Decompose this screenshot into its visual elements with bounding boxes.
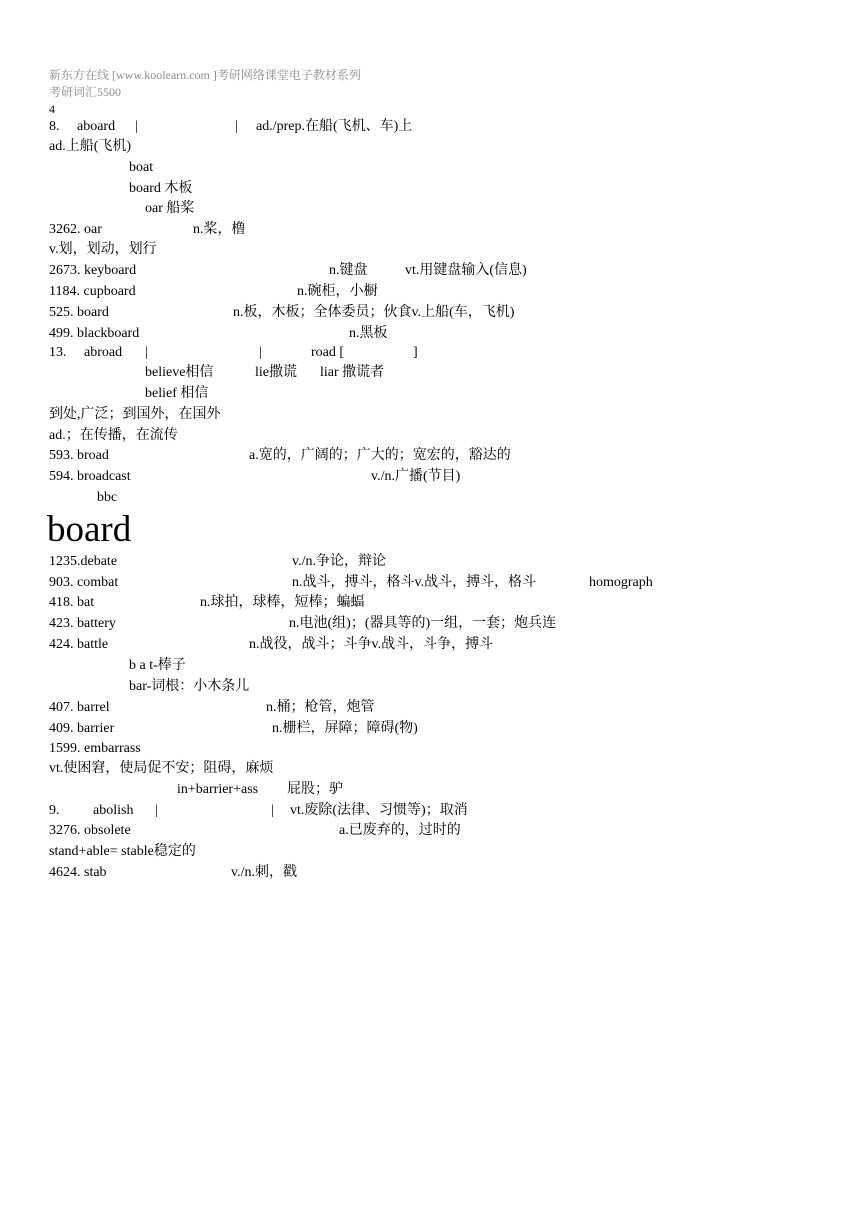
entry-number: 9. bbox=[49, 803, 60, 818]
large-heading-word: board bbox=[47, 509, 132, 550]
entry-definition: ad.上船(飞机) bbox=[49, 139, 132, 154]
entry-headword: 1599. embarrass bbox=[49, 741, 141, 756]
study-note: 屁股；驴 bbox=[287, 782, 343, 797]
phonetic-separator: | bbox=[235, 119, 238, 134]
entry-headword: 3262. oar bbox=[49, 222, 102, 237]
phonetic-separator: | bbox=[135, 119, 138, 134]
entry-definition: n.桶；枪管，炮管 bbox=[266, 700, 375, 715]
entry-definition: a.宽的，广阔的；广大的；宽宏的，豁达的 bbox=[249, 448, 511, 463]
entry-definition: vt.使困窘，使局促不安；阻碍，麻烦 bbox=[49, 761, 274, 776]
entry-definition: n.战斗，搏斗，格斗v.战斗，搏斗，格斗 bbox=[292, 575, 537, 590]
page-number: 4 bbox=[49, 102, 55, 116]
study-note: road [ bbox=[311, 345, 345, 360]
study-note: believe相信 bbox=[145, 365, 214, 380]
study-note: ] bbox=[413, 345, 418, 360]
entry-headword: 903. combat bbox=[49, 575, 119, 590]
study-note: belief 相信 bbox=[145, 386, 209, 401]
entry-headword: 423. battery bbox=[49, 616, 116, 631]
entry-definition: v./n.刺，戳 bbox=[231, 865, 297, 880]
phonetic-separator: | bbox=[271, 803, 274, 818]
study-note: boat bbox=[129, 160, 154, 175]
study-note: board 木板 bbox=[129, 181, 193, 196]
entry-headword: 594. broadcast bbox=[49, 469, 131, 484]
study-note: stand+able= stable稳定的 bbox=[49, 844, 196, 859]
study-note: b a t-棒子 bbox=[129, 658, 186, 673]
study-note: liar 撒谎者 bbox=[320, 365, 385, 380]
entry-definition: n.碗柜，小橱 bbox=[297, 284, 378, 299]
entry-number: 13. bbox=[49, 345, 67, 360]
phonetic-separator: | bbox=[155, 803, 158, 818]
entry-headword: 525. board bbox=[49, 305, 109, 320]
entry-definition: n.板，木板；全体委员；伙食v.上船(车，飞机) bbox=[233, 305, 515, 320]
study-note: homograph bbox=[589, 575, 653, 590]
entry-definition: n.黑板 bbox=[349, 326, 388, 341]
study-note: oar 船桨 bbox=[145, 201, 195, 216]
entry-headword: 418. bat bbox=[49, 595, 95, 610]
page-header-title: 新东方在线 [www.koolearn.com ]考研网络课堂电子教材系列 bbox=[49, 68, 361, 82]
entry-definition: ad.；在传播，在流传 bbox=[49, 428, 178, 443]
entry-definition: n.桨，橹 bbox=[193, 222, 246, 237]
entry-definition: a.已废弃的，过时的 bbox=[339, 823, 461, 838]
entry-headword: 409. barrier bbox=[49, 721, 115, 736]
entry-headword: 424. battle bbox=[49, 637, 109, 652]
entry-definition: v./n.广播(节目) bbox=[371, 469, 461, 484]
entry-headword: 593. broad bbox=[49, 448, 109, 463]
entry-definition: ad./prep.在船(飞机、车)上 bbox=[256, 119, 413, 134]
entry-headword: 4624. stab bbox=[49, 865, 107, 880]
entry-headword: 499. blackboard bbox=[49, 326, 140, 341]
entry-definition: n.栅栏，屏障；障碍(物) bbox=[272, 721, 418, 736]
entry-definition: v.划，划动，划行 bbox=[49, 242, 157, 257]
phonetic-separator: | bbox=[145, 345, 148, 360]
entry-definition: n.键盘 bbox=[329, 263, 368, 278]
entry-definition: vt.废除(法律、习惯等)；取消 bbox=[290, 803, 468, 818]
entry-word: aboard bbox=[77, 119, 116, 134]
page-header-subtitle: 考研词汇5500 bbox=[49, 85, 122, 99]
entry-word: abolish bbox=[93, 803, 134, 818]
entry-headword: 407. barrel bbox=[49, 700, 110, 715]
phonetic-separator: | bbox=[259, 345, 262, 360]
study-note: bbc bbox=[97, 490, 118, 505]
entry-headword: 1235.debate bbox=[49, 554, 118, 569]
entry-definition: n.电池(组)；(器具等的)一组，一套；炮兵连 bbox=[289, 616, 557, 631]
entry-headword: 3276. obsolete bbox=[49, 823, 131, 838]
study-note: lie撒谎 bbox=[255, 365, 297, 380]
entry-definition: n.战役，战斗；斗争v.战斗，斗争，搏斗 bbox=[249, 637, 494, 652]
study-note: in+barrier+ass bbox=[177, 782, 259, 797]
study-note: bar-词根：小木条儿 bbox=[129, 679, 250, 694]
entry-definition: vt.用键盘输入(信息) bbox=[405, 263, 527, 278]
entry-definition: v./n.争论，辩论 bbox=[292, 554, 386, 569]
entry-word: abroad bbox=[84, 345, 123, 360]
entry-headword: 1184. cupboard bbox=[49, 284, 136, 299]
entry-headword: 2673. keyboard bbox=[49, 263, 137, 278]
entry-definition: n.球拍，球棒，短棒；蝙蝠 bbox=[200, 595, 365, 610]
entry-definition: 到处,广泛；到国外，在国外 bbox=[49, 407, 221, 422]
entry-number: 8. bbox=[49, 119, 60, 134]
